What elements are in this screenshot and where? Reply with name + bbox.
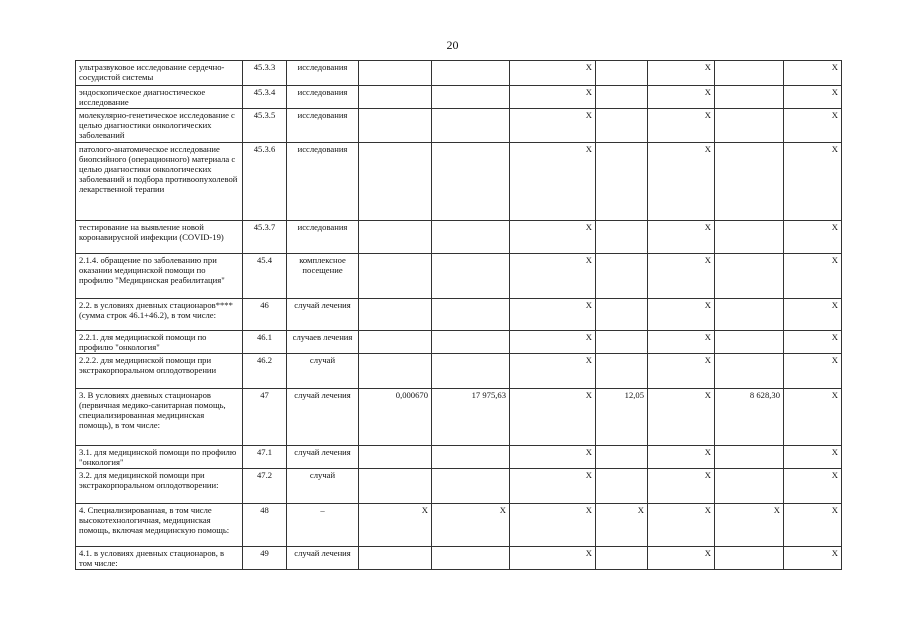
table-row [76, 389, 842, 446]
row-value-col4 [359, 354, 432, 389]
row-code: 45.3.3 [243, 61, 287, 86]
table-row [76, 331, 842, 354]
row-value-col10: X [784, 299, 842, 331]
row-value-col7 [596, 254, 648, 299]
row-value-col7 [596, 331, 648, 354]
row-value-col4: X [359, 504, 432, 547]
row-value-col7 [596, 86, 648, 109]
row-name: молекулярно-генетическое исследование с целью диагностики онкологических заболеваний [76, 109, 243, 143]
row-value-col8: X [648, 254, 715, 299]
row-unit: случай лечения [287, 389, 359, 446]
table-row [76, 109, 842, 143]
row-value-col9 [715, 446, 784, 469]
row-value-col6: X [510, 61, 596, 86]
row-value-col6: X [510, 86, 596, 109]
row-unit: случай лечения [287, 446, 359, 469]
row-name: тестирование на выявление новой коронавирусной инфекции (COVID-19) [76, 221, 243, 254]
row-name: 3.2. для медицинской помощи при экстракорпоральном оплодотворении: [76, 469, 243, 504]
row-value-col8: X [648, 143, 715, 221]
row-value-col4 [359, 109, 432, 143]
row-value-col9 [715, 109, 784, 143]
row-value-col8: X [648, 109, 715, 143]
row-value-col9 [715, 299, 784, 331]
row-value-col7: 12,05 [596, 389, 648, 446]
row-name: 2.1.4. обращение по заболеванию при оказании медицинской помощи по профилю "Медицинская реабилитация" [76, 254, 243, 299]
row-unit: исследования [287, 109, 359, 143]
table-row [76, 504, 842, 547]
row-value-col8: X [648, 547, 715, 570]
row-code: 45.3.6 [243, 143, 287, 221]
row-code: 49 [243, 547, 287, 570]
row-value-col8: X [648, 469, 715, 504]
table-body [76, 61, 842, 570]
row-unit: случай [287, 354, 359, 389]
row-value-col9 [715, 221, 784, 254]
row-value-col7: X [596, 504, 648, 547]
row-value-col9 [715, 469, 784, 504]
row-value-col4 [359, 221, 432, 254]
row-value-col6: X [510, 354, 596, 389]
row-unit: случай [287, 469, 359, 504]
table-row [76, 221, 842, 254]
row-value-col4 [359, 86, 432, 109]
row-name: 4.1. в условиях дневных стационаров, в том числе: [76, 547, 243, 570]
row-value-col6: X [510, 109, 596, 143]
row-value-col6: X [510, 143, 596, 221]
row-value-col10: X [784, 354, 842, 389]
row-name: 3.1. для медицинской помощи по профилю "онкология" [76, 446, 243, 469]
row-unit: исследования [287, 143, 359, 221]
row-value-col8: X [648, 299, 715, 331]
row-value-col8: X [648, 446, 715, 469]
table-row [76, 86, 842, 109]
row-value-col4 [359, 299, 432, 331]
row-value-col6: X [510, 254, 596, 299]
row-value-col5 [432, 109, 510, 143]
row-value-col9: X [715, 504, 784, 547]
row-value-col4 [359, 61, 432, 86]
table-row [76, 446, 842, 469]
row-name: 3. В условиях дневных стационаров (первичная медико-санитарная помощь, специализированная медицинская помощь), в том числе: [76, 389, 243, 446]
row-value-col9 [715, 547, 784, 570]
row-unit: исследования [287, 86, 359, 109]
row-code: 45.3.7 [243, 221, 287, 254]
row-code: 45.3.5 [243, 109, 287, 143]
row-value-col7 [596, 469, 648, 504]
row-value-col5 [432, 61, 510, 86]
row-value-col8: X [648, 354, 715, 389]
table-row [76, 143, 842, 221]
row-value-col7 [596, 109, 648, 143]
row-value-col8: X [648, 504, 715, 547]
row-unit: комплексное посещение [287, 254, 359, 299]
row-code: 47.2 [243, 469, 287, 504]
row-value-col9: 8 628,30 [715, 389, 784, 446]
row-value-col5 [432, 354, 510, 389]
row-value-col5 [432, 221, 510, 254]
row-unit: случай лечения [287, 299, 359, 331]
row-value-col4 [359, 469, 432, 504]
row-value-col9 [715, 354, 784, 389]
row-value-col5 [432, 331, 510, 354]
row-code: 45.4 [243, 254, 287, 299]
row-unit: – [287, 504, 359, 547]
row-name: эндоскопическое диагностическое исследование [76, 86, 243, 109]
row-name: патолого-анатомическое исследование биопсийного (операционного) материала с целью диагностики онкологических заболеваний и подбора противоопухолевой лекарственной терапии [76, 143, 243, 221]
row-value-col10: X [784, 254, 842, 299]
table-row [76, 469, 842, 504]
row-value-col5 [432, 299, 510, 331]
row-value-col7 [596, 143, 648, 221]
row-value-col5: 17 975,63 [432, 389, 510, 446]
row-value-col7 [596, 61, 648, 86]
row-value-col9 [715, 143, 784, 221]
row-value-col7 [596, 221, 648, 254]
row-value-col8: X [648, 61, 715, 86]
row-value-col6: X [510, 299, 596, 331]
row-value-col4 [359, 331, 432, 354]
row-value-col10: X [784, 143, 842, 221]
row-value-col9 [715, 86, 784, 109]
row-value-col8: X [648, 331, 715, 354]
row-unit: исследования [287, 221, 359, 254]
row-value-col6: X [510, 389, 596, 446]
page-number: 20 [446, 38, 459, 52]
row-value-col4 [359, 547, 432, 570]
table-row [76, 547, 842, 570]
table-row [76, 254, 842, 299]
row-value-col9 [715, 61, 784, 86]
row-value-col4 [359, 446, 432, 469]
row-value-col10: X [784, 61, 842, 86]
row-code: 48 [243, 504, 287, 547]
row-name: ультразвуковое исследование сердечно-сосудистой системы [76, 61, 243, 86]
table-row [76, 61, 842, 86]
row-value-col4 [359, 143, 432, 221]
table-row [76, 299, 842, 331]
row-value-col4: 0,000670 [359, 389, 432, 446]
row-value-col5 [432, 547, 510, 570]
row-code: 47.1 [243, 446, 287, 469]
row-value-col5 [432, 143, 510, 221]
row-value-col9 [715, 254, 784, 299]
row-value-col5 [432, 446, 510, 469]
row-value-col8: X [648, 389, 715, 446]
row-value-col8: X [648, 86, 715, 109]
row-value-col6: X [510, 221, 596, 254]
row-value-col6: X [510, 331, 596, 354]
row-unit: случай лечения [287, 547, 359, 570]
row-value-col7 [596, 299, 648, 331]
row-name: 2.2.1. для медицинской помощи по профилю "онкология" [76, 331, 243, 354]
row-value-col10: X [784, 86, 842, 109]
row-value-col10: X [784, 446, 842, 469]
row-value-col7 [596, 446, 648, 469]
row-value-col6: X [510, 504, 596, 547]
row-value-col10: X [784, 504, 842, 547]
row-value-col6: X [510, 547, 596, 570]
row-code: 45.3.4 [243, 86, 287, 109]
row-name: 2.2.2. для медицинской помощи при экстракорпоральном оплодотворении [76, 354, 243, 389]
row-value-col10: X [784, 221, 842, 254]
row-unit: исследования [287, 61, 359, 86]
row-value-col10: X [784, 389, 842, 446]
row-value-col10: X [784, 331, 842, 354]
row-name: 2.2. в условиях дневных стационаров**** (сумма строк 46.1+46.2), в том числе: [76, 299, 243, 331]
row-value-col8: X [648, 221, 715, 254]
row-value-col5: X [432, 504, 510, 547]
row-code: 46 [243, 299, 287, 331]
financing-table [75, 60, 842, 570]
row-value-col6: X [510, 446, 596, 469]
row-value-col10: X [784, 109, 842, 143]
row-value-col5 [432, 254, 510, 299]
row-value-col10: X [784, 547, 842, 570]
row-value-col7 [596, 547, 648, 570]
row-unit: случаев лечения [287, 331, 359, 354]
row-code: 46.1 [243, 331, 287, 354]
row-code: 46.2 [243, 354, 287, 389]
row-value-col9 [715, 331, 784, 354]
row-value-col5 [432, 86, 510, 109]
row-value-col4 [359, 254, 432, 299]
table-row [76, 354, 842, 389]
row-value-col10: X [784, 469, 842, 504]
row-value-col7 [596, 354, 648, 389]
row-value-col5 [432, 469, 510, 504]
row-code: 47 [243, 389, 287, 446]
row-value-col6: X [510, 469, 596, 504]
row-name: 4. Специализированная, в том числе высокотехнологичная, медицинская помощь, включая медицинскую помощь: [76, 504, 243, 547]
